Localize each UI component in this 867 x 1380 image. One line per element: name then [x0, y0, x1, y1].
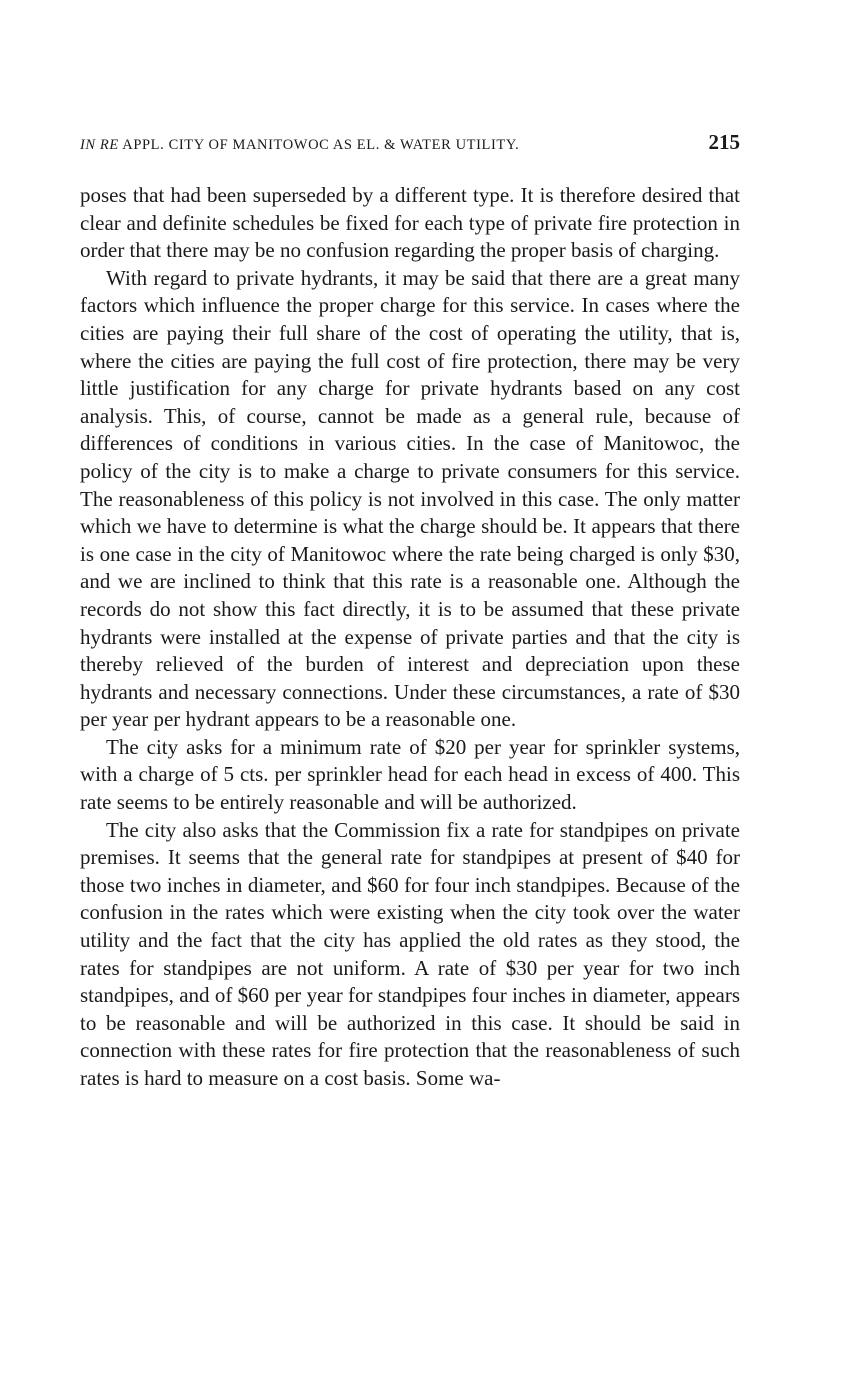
paragraph-continuation: poses that had been superseded by a different type. It is therefore desired that clear and definite schedules be fixed for each type of private fire protection in order that there may be no confusion regarding the proper basis of charging. — [80, 183, 740, 263]
running-head-title — [80, 137, 519, 154]
paragraph-sprinkler-systems: The city asks for a minimum rate of $20 per year for sprinkler systems, with a charge of 5 cts. per sprinkler head for each head in excess of 400. This rate seems to be entirely reasonable and will be authorized. — [80, 734, 740, 815]
running-head-italic: IN RE — [80, 137, 119, 153]
page-number: 215 — [708, 130, 740, 154]
running-head-text: APPL. CITY OF MANITOWOC AS EL. & WATER UTILITY. — [122, 137, 520, 153]
document-page — [80, 130, 740, 1093]
paragraph-standpipes: The city also asks that the Commission fix a rate for standpipes on private premises. It seems that the general rate for standpipes at present of $40 for those two inches in diameter, and $60 for four inch standpipes. Because of the confusion in the rates which were existing when the city took over the water utility and the fact that the city has applied the old rates as they stood, the rates for standpipes are not uniform. A rate of $30 per year for two inch standpipes, and of $60 per year for standpipes four inches in diameter, appears to be reasonable and will be authorized in this case. It should be said in connection with these rates for fire protection that the reasonableness of such rates is hard to measure on a cost basis. Some wa- — [80, 817, 740, 1090]
running-head — [80, 130, 740, 160]
paragraph-private-hydrants: With regard to private hydrants, it may be said that there are a great many factors which influence the proper charge for this service. In cases where the cities are paying their full share of the cost of operating the utility, that is, where the cities are paying the full cost of fire protection, there may be very little justification for any charge for private hydrants based on any cost analysis. This, of course, cannot be made as a general rule, because of differences of conditions in various cities. In the case of Manitowoc, the policy of the city is to make a charge to private consumers for this service. The reasonableness of this policy is not involved in this case. The only matter which we have to determine is what the charge should be. It appears that there is one case in the city of Manitowoc where the rate being charged is only $30, and we are inclined to think that this rate is a reasonable one. Although the records do not show this fact directly, it is to be assumed that these private hydrants were installed at the expense of private parties and that the city is thereby relieved of the burden of interest and depreciation upon these hydrants and necessary connections. Under these circumstances, a rate of $30 per year per hydrant appears to be a reasonable one. — [80, 265, 740, 732]
